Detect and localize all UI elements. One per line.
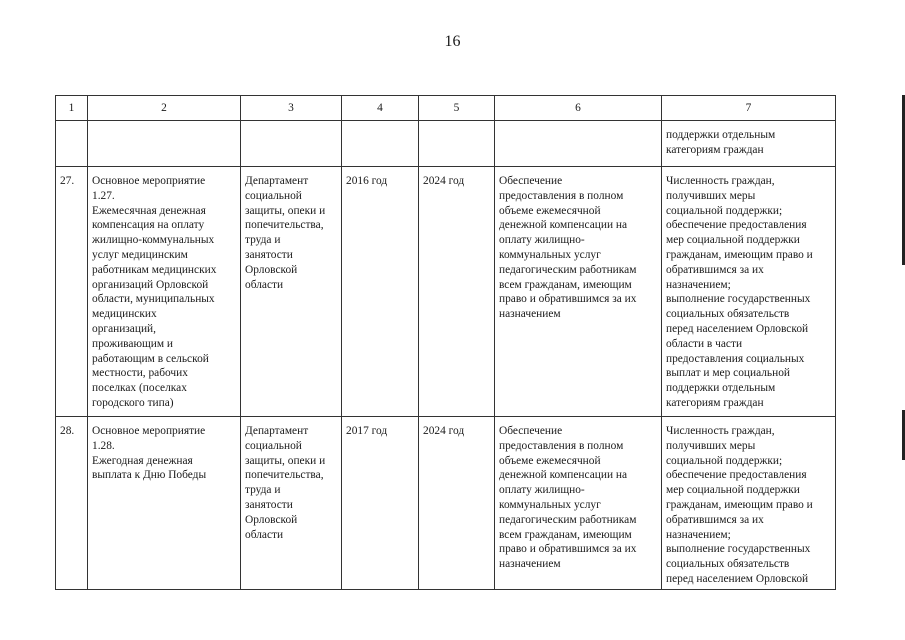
column-number: 4 <box>342 96 419 121</box>
column-number-row <box>56 96 836 121</box>
column-number: 1 <box>56 96 88 121</box>
table-cell <box>419 121 495 167</box>
result-cell: Обеспечение предоставления в полном объеме ежемесячной денежной компенсации на оплату жилищно- коммунальных услуг педагогическим работникам всем гражданам, имеющим право и обратившимся за их назначением <box>495 167 662 417</box>
table-cell <box>241 121 342 167</box>
result-cell: Обеспечение предоставления в полном объеме ежемесячной денежной компенсации на оплату жилищно- коммунальных услуг педагогическим работникам всем гражданам, имеющим право и обратившимся за их назначением <box>495 417 662 590</box>
executor-cell: Департамент социальной защиты, опеки и попечительства, труда и занятости Орловской области <box>241 417 342 590</box>
end-year-cell: 2024 год <box>419 417 495 590</box>
column-number: 7 <box>662 96 836 121</box>
event-cell: Основное мероприятие 1.28. Ежегодная денежная выплата к Дню Победы <box>88 417 241 590</box>
indicators-cell: поддержки отдельным категориям граждан <box>662 121 836 167</box>
table-row <box>56 167 836 417</box>
table-cell <box>56 121 88 167</box>
indicators-cell: Численность граждан, получивших меры социальной поддержки; обеспечение предоставления мер социальной поддержки гражданам, имеющим право и обратившимся за их назначением; выполнение государственных социальных обязательств перед населением Орловской области в части предоставления социальных выплат и мер социальной поддержки отдельным категориям граждан <box>662 167 836 417</box>
start-year-cell: 2016 год <box>342 167 419 417</box>
event-cell: Основное мероприятие 1.27. Ежемесячная денежная компенсация на оплату жилищно-коммунальных услуг медицинским работникам медицинских организаций Орловской области, муниципальных медицинских организаций, проживающим и работающим в сельской местности, рабочих поселках (поселках городского типа) <box>88 167 241 417</box>
indicators-cell: Численность граждан, получивших меры социальной поддержки; обеспечение предоставления мер социальной поддержки гражданам, имеющим право и обратившимся за их назначением; выполнение государственных социальных обязательств перед населением Орловской <box>662 417 836 590</box>
column-number: 3 <box>241 96 342 121</box>
table-cell <box>495 121 662 167</box>
row-number-cell: 28. <box>56 417 88 590</box>
end-year-cell: 2024 год <box>419 167 495 417</box>
table-cell <box>88 121 241 167</box>
table-cell <box>342 121 419 167</box>
executor-cell: Департамент социальной защиты, опеки и попечительства, труда и занятости Орловской области <box>241 167 342 417</box>
column-number: 2 <box>88 96 241 121</box>
row-number-cell: 27. <box>56 167 88 417</box>
start-year-cell: 2017 год <box>342 417 419 590</box>
table-row <box>56 417 836 590</box>
page-number: 16 <box>444 33 461 50</box>
continuation-row <box>56 121 836 167</box>
column-number: 6 <box>495 96 662 121</box>
column-number: 5 <box>419 96 495 121</box>
program-events-table <box>55 95 836 590</box>
